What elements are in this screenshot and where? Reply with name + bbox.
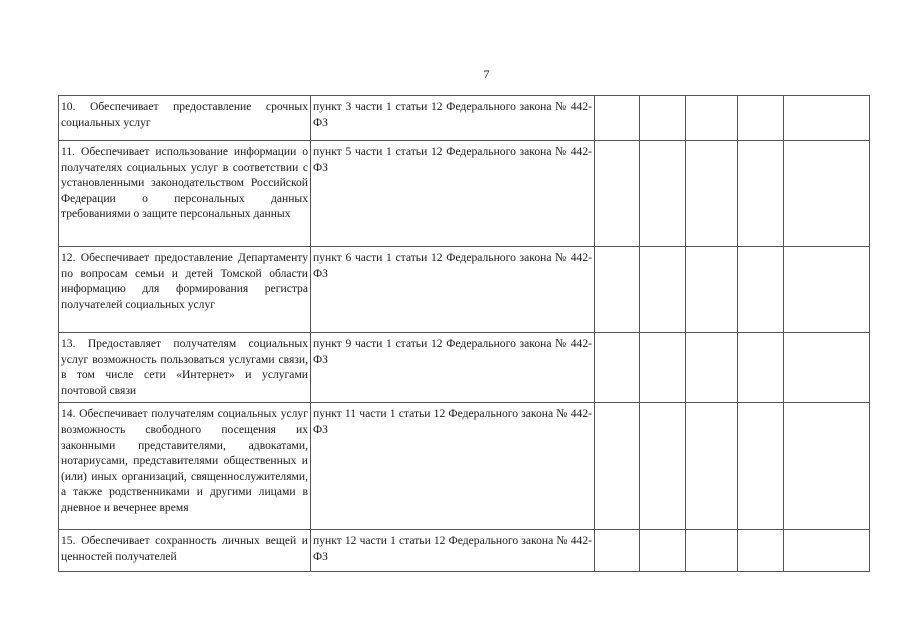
checklist-table bbox=[58, 95, 870, 572]
answer-cell-yes[interactable] bbox=[595, 333, 640, 403]
legal-basis-cell: пункт 12 части 1 статьи 12 Федерального закона № 442-ФЗ bbox=[311, 530, 595, 572]
answer-cell-extra[interactable] bbox=[738, 403, 784, 530]
answer-cell-no[interactable] bbox=[640, 403, 686, 530]
notes-cell[interactable] bbox=[784, 530, 870, 572]
answer-cell-no[interactable] bbox=[640, 247, 686, 333]
notes-cell[interactable] bbox=[784, 333, 870, 403]
legal-basis-cell: пункт 6 части 1 статьи 12 Федерального закона № 442-ФЗ bbox=[311, 247, 595, 333]
table-row bbox=[59, 333, 870, 403]
answer-cell-not-applicable[interactable] bbox=[686, 403, 738, 530]
requirement-cell: 14. Обеспечивает получателям социальных услуг возможность свободного посещения их законными представителями, адвокатами, нотариусами, представителями общественных и (или) иных организаций, священнослужителями, а также родственниками и другими лицами в дневное и вечернее время bbox=[59, 403, 311, 530]
notes-cell[interactable] bbox=[784, 247, 870, 333]
requirement-cell: 11. Обеспечивает использование информации о получателях социальных услуг в соответствии с установленными законодательством Российской Федерации о персональных данных требованиями о защите персональных данных bbox=[59, 141, 311, 247]
requirement-cell: 12. Обеспечивает предоставление Департаменту по вопросам семьи и детей Томской области информацию для формирования регистра получателей социальных услуг bbox=[59, 247, 311, 333]
answer-cell-yes[interactable] bbox=[595, 141, 640, 247]
answer-cell-extra[interactable] bbox=[738, 247, 784, 333]
answer-cell-extra[interactable] bbox=[738, 333, 784, 403]
legal-basis-cell: пункт 11 части 1 статьи 12 Федерального закона № 442-ФЗ bbox=[311, 403, 595, 530]
table-row bbox=[59, 530, 870, 572]
table-row bbox=[59, 403, 870, 530]
answer-cell-no[interactable] bbox=[640, 530, 686, 572]
answer-cell-not-applicable[interactable] bbox=[686, 530, 738, 572]
legal-basis-cell: пункт 9 части 1 статьи 12 Федерального закона № 442-ФЗ bbox=[311, 333, 595, 403]
requirement-cell: 15. Обеспечивает сохранность личных вещей и ценностей получателей bbox=[59, 530, 311, 572]
answer-cell-no[interactable] bbox=[640, 333, 686, 403]
notes-cell[interactable] bbox=[784, 403, 870, 530]
answer-cell-extra[interactable] bbox=[738, 141, 784, 247]
answer-cell-not-applicable[interactable] bbox=[686, 96, 738, 141]
answer-cell-extra[interactable] bbox=[738, 530, 784, 572]
legal-basis-cell: пункт 3 части 1 статьи 12 Федерального закона № 442-ФЗ bbox=[311, 96, 595, 141]
answer-cell-no[interactable] bbox=[640, 96, 686, 141]
table-row bbox=[59, 141, 870, 247]
table-row bbox=[59, 96, 870, 141]
answer-cell-yes[interactable] bbox=[595, 247, 640, 333]
notes-cell[interactable] bbox=[784, 96, 870, 141]
answer-cell-yes[interactable] bbox=[595, 530, 640, 572]
requirement-cell: 13. Предоставляет получателям социальных услуг возможность пользоваться услугами связи, в том числе сети «Интернет» и услугами почтовой связи bbox=[59, 333, 311, 403]
page-number: 7 bbox=[483, 67, 490, 81]
answer-cell-yes[interactable] bbox=[595, 403, 640, 530]
answer-cell-not-applicable[interactable] bbox=[686, 333, 738, 403]
table-row bbox=[59, 247, 870, 333]
answer-cell-yes[interactable] bbox=[595, 96, 640, 141]
notes-cell[interactable] bbox=[784, 141, 870, 247]
legal-basis-cell: пункт 5 части 1 статьи 12 Федерального закона № 442-ФЗ bbox=[311, 141, 595, 247]
answer-cell-not-applicable[interactable] bbox=[686, 247, 738, 333]
answer-cell-not-applicable[interactable] bbox=[686, 141, 738, 247]
requirement-cell: 10. Обеспечивает предоставление срочных социальных услуг bbox=[59, 96, 311, 141]
answer-cell-no[interactable] bbox=[640, 141, 686, 247]
answer-cell-extra[interactable] bbox=[738, 96, 784, 141]
